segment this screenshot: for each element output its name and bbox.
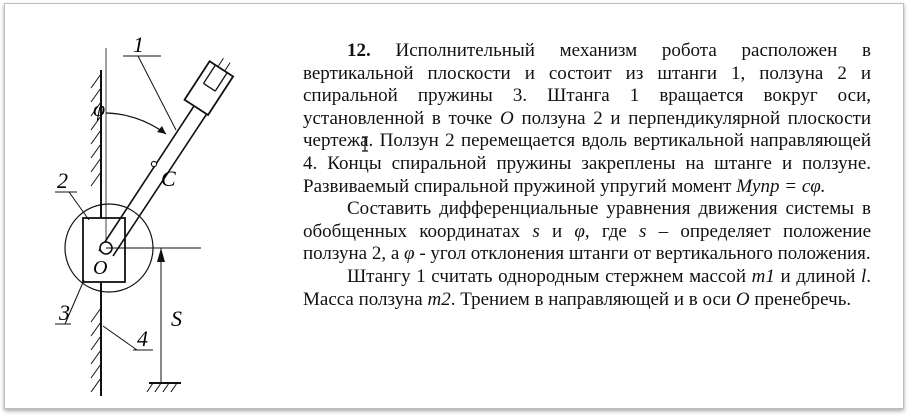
angle-arc (106, 113, 166, 134)
problem-paragraph-3 (303, 266, 871, 311)
p3-text-a: Штангу 1 считать однородным стержнем массой (347, 265, 746, 287)
p3-text-d: . Трением в направляющей и в оси (450, 288, 732, 310)
leader-1-diag (138, 56, 176, 130)
moment-formula: Mупр = cφ. (736, 175, 826, 197)
p3-text-b: и длиной (780, 265, 856, 287)
leader-4-diag (103, 326, 137, 350)
problem-paragraph-2 (303, 198, 871, 266)
p1-text: Исполнительный механизм робота расположен в вертикальной плоскости и состоит из штанги 1, ползуна 2 и спиральной пружины 3. Штанга 1 вращается вокруг оси, установленной в точке (303, 40, 872, 129)
ground-hatching (147, 383, 177, 392)
p2-text-c: – определяет положение ползуна 2, а (303, 220, 872, 265)
rod-end-block (185, 53, 239, 115)
mechanism-diagram (11, 8, 311, 408)
p3-m1: m1 (751, 265, 775, 287)
mechanism-figure (11, 8, 311, 408)
p3-l: l (861, 265, 867, 287)
p3-point-o: O (735, 288, 750, 310)
p2-s: s (532, 220, 540, 242)
p2-text-b: , где (584, 220, 627, 242)
s-dimension-arrow (157, 248, 165, 262)
label-phi: φ (93, 96, 106, 121)
p3-text-e: пренебречь. (754, 288, 852, 310)
text-cursor-icon (361, 136, 369, 152)
label-s: S (171, 306, 182, 331)
p3-m2: m2 (427, 288, 451, 310)
page-frame (4, 3, 904, 409)
p2-text-a: Составить дифференциальные уравнения движения системы в обобщенных координатах (303, 198, 871, 242)
p2-s2: s (639, 220, 647, 242)
angle-arrow (157, 126, 166, 134)
p2-and: и (552, 220, 563, 242)
center-of-mass-point (151, 161, 156, 166)
problem-paragraph-1 (303, 40, 871, 198)
label-slider-2: 2 (57, 168, 68, 193)
problem-number: 12. (347, 40, 371, 61)
problem-text (303, 40, 871, 311)
label-rod-1: 1 (133, 32, 144, 57)
label-guide-4: 4 (137, 326, 148, 351)
label-point-o: O (93, 257, 108, 279)
p1-point-o: O (500, 107, 514, 129)
p1-text-b: ползуна 2 и перпендикулярной плоскости чертежа. Ползун 2 перемещается вдоль вертикальной направляющей 4. Концы спиральной пружины закреплены на штанге и ползуне. Развиваемый спиральной пружиной упругий момент (303, 107, 872, 197)
p3-text-c: . Масса ползуна (303, 265, 872, 310)
p2-phi2: φ (404, 243, 415, 265)
label-spring-3: 3 (59, 300, 70, 325)
p2-text-d: - угол отклонения штанги от вертикального положения. (419, 243, 871, 265)
label-point-c: C (161, 166, 176, 191)
p2-phi: φ (574, 220, 585, 242)
